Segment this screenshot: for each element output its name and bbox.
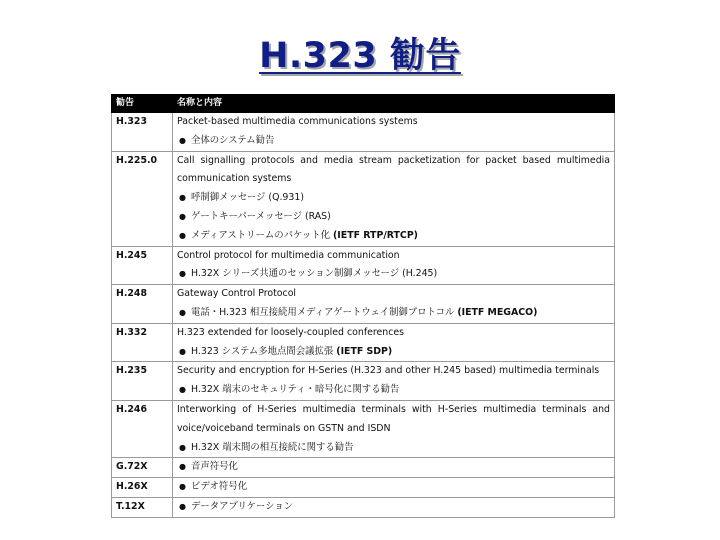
table-row [112, 478, 615, 498]
recommendation-code: H.332 [112, 323, 173, 362]
bullet-item [177, 189, 610, 208]
recommendation-code: H.235 [112, 362, 173, 401]
bullet-icon: ● [179, 193, 186, 203]
bullet-icon: ● [179, 501, 186, 511]
bullet-item [177, 208, 610, 227]
table-row [112, 400, 615, 457]
recommendation-code: H.26X [112, 478, 173, 498]
table-row [112, 285, 615, 324]
description-line: H.323 extended for loosely-coupled conferences [177, 326, 405, 338]
recommendation-description [173, 478, 615, 498]
protocol-tag: (IETF SDP) [336, 345, 393, 357]
header-row [112, 95, 615, 113]
recommendation-code: G.72X [112, 458, 173, 478]
protocol-tag: (IETF MEGACO) [457, 306, 538, 318]
bullet-icon: ● [179, 385, 186, 395]
bullet-item [177, 132, 610, 151]
bullet-text: H.323 システム多地点間会議拡張 [191, 345, 337, 357]
description-line: voice/voiceband terminals on GSTN and ISDN [177, 422, 391, 434]
recommendation-code: T.12X [112, 497, 173, 517]
recommendation-description [173, 323, 615, 362]
bullet-icon: ● [179, 230, 186, 240]
recommendation-code: H.225.0 [112, 151, 173, 246]
table-row [112, 362, 615, 401]
bullet-icon: ● [179, 211, 186, 221]
bullet-item [177, 439, 610, 458]
description-line: Packet-based multimedia communications systems [177, 116, 418, 127]
table-row [112, 323, 615, 362]
recommendation-code: H.248 [112, 285, 173, 324]
description-line: Gateway Control Protocol [177, 288, 297, 300]
bullet-item [177, 343, 610, 362]
bullet-item [177, 498, 610, 517]
table-row [112, 113, 615, 152]
table-row [112, 246, 615, 285]
bullet-text: H.32X 端末のセキュリティ・暗号化に関する勧告 [191, 384, 400, 396]
bullet-item [177, 478, 610, 497]
bullet-icon: ● [179, 269, 186, 279]
bullet-text: メディアストリームのパケット化 [191, 229, 334, 241]
protocol-tag: (IETF RTP/RTCP) [333, 229, 418, 241]
description-line: Interworking of H-Series multimedia terminals with H-Series multimedia terminals and [177, 403, 610, 415]
description-line: Security and encryption for H-Series (H.323 and other H.245 based) multimedia terminals [177, 365, 600, 377]
recommendation-description [173, 400, 615, 457]
bullet-item [177, 381, 610, 400]
bullet-text: ビデオ符号化 [191, 481, 248, 493]
header-code: 勧告 [112, 95, 173, 113]
bullet-text: 音声符号化 [191, 461, 238, 473]
bullet-icon: ● [179, 135, 186, 145]
table-row [112, 458, 615, 478]
bullet-item [177, 227, 610, 246]
recommendation-description [173, 497, 615, 517]
recommendations-table [111, 94, 615, 518]
recommendation-description [173, 362, 615, 401]
slide-title: H.323 勧告 [259, 36, 461, 76]
bullet-text: 電話・H.323 相互接続用メディアゲートウェイ制御プロトコル [191, 306, 458, 318]
recommendation-description [173, 246, 615, 285]
recommendation-code: H.246 [112, 400, 173, 457]
bullet-item [177, 304, 610, 323]
bullet-text: 呼制御メッセージ (Q.931) [191, 192, 304, 204]
table-row [112, 497, 615, 517]
recommendation-code: H.245 [112, 246, 173, 285]
recommendation-description [173, 113, 615, 152]
bullet-item [177, 265, 610, 284]
bullet-icon: ● [179, 307, 186, 317]
bullet-icon: ● [179, 346, 186, 356]
recommendation-description [173, 285, 615, 324]
bullet-icon: ● [179, 462, 186, 472]
bullet-text: H.32X 端末間の相互接続に関する勧告 [191, 441, 354, 453]
bullet-icon: ● [179, 482, 186, 492]
recommendation-description [173, 151, 615, 246]
recommendation-code: H.323 [112, 113, 173, 152]
header-description: 名称と内容 [173, 95, 615, 113]
bullet-icon: ● [179, 442, 186, 452]
description-line: Control protocol for multimedia communication [177, 249, 400, 261]
table-row [112, 151, 615, 246]
description-line: communication systems [177, 173, 292, 185]
recommendation-description [173, 458, 615, 478]
bullet-text: 全体のシステム勧告 [191, 134, 275, 146]
bullet-text: H.32X シリーズ共通のセッション制御メッセージ (H.245) [191, 268, 438, 280]
bullet-item [177, 458, 610, 477]
bullet-text: データアプリケーション [191, 500, 294, 512]
description-line: Call signalling protocols and media stream packetization for packet based multimedia [177, 154, 610, 166]
bullet-text: ゲートキーパーメッセージ (RAS) [191, 210, 331, 222]
